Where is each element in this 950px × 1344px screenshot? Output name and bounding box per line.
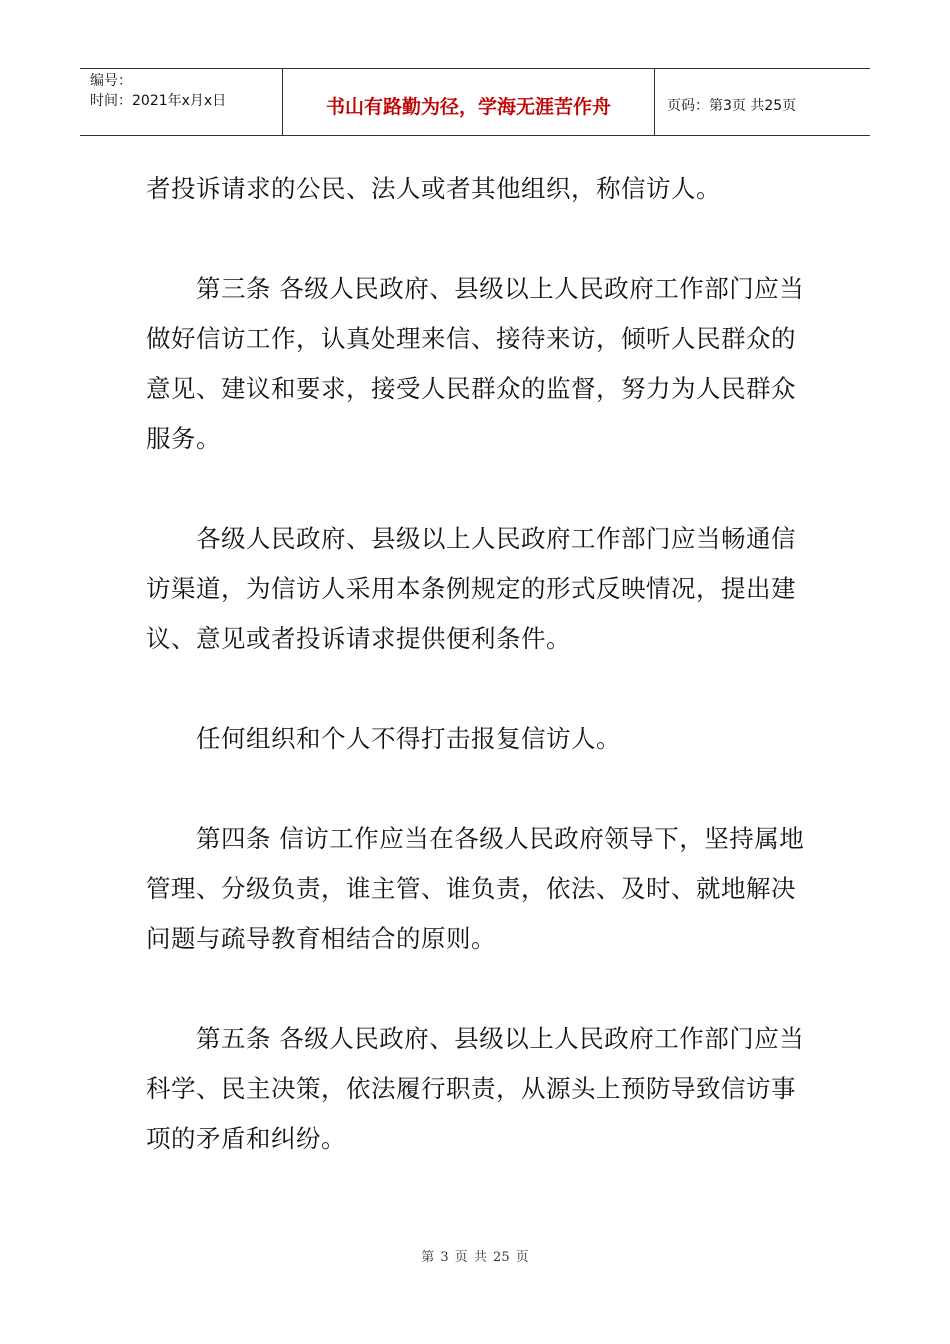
header-time-label: 时间：2021年x月x日 <box>90 93 227 109</box>
paragraph-2: 第三条 各级人民政府、县级以上人民政府工作部门应当做好信访工作，认真处理来信、接待来访，倾听人民群众的意见、建议和要求，接受人民群众的监督，努力为人民群众服务。 <box>146 274 805 453</box>
page-footer: 第 3 页 共 25 页 <box>421 1250 529 1265</box>
document-body <box>146 164 816 1214</box>
paragraph-3: 各级人民政府、县级以上人民政府工作部门应当畅通信访渠道，为信访人采用本条例规定的形式反映情况，提出建议、意见或者投诉请求提供便利条件。 <box>146 524 796 653</box>
header-motto: 书山有路勤为径，学海无涯苦作舟 <box>283 69 655 135</box>
header-number-label: 编号： <box>90 73 132 89</box>
header-page-info: 页码：第3页 共25页 <box>667 98 797 114</box>
header-meta-cell <box>80 69 283 135</box>
paragraph-5: 第四条 信访工作应当在各级人民政府领导下，坚持属地管理、分级负责，谁主管、谁负责，依法、及时、就地解决问题与疏导教育相结合的原则。 <box>146 824 805 953</box>
document-header <box>80 68 870 136</box>
paragraph-1: 者投诉请求的公民、法人或者其他组织，称信访人。 <box>146 174 721 203</box>
paragraph-4: 任何组织和个人不得打击报复信访人。 <box>146 724 621 753</box>
paragraph-6: 第五条 各级人民政府、县级以上人民政府工作部门应当科学、民主决策，依法履行职责，从源头上预防导致信访事项的矛盾和纠纷。 <box>146 1024 805 1153</box>
